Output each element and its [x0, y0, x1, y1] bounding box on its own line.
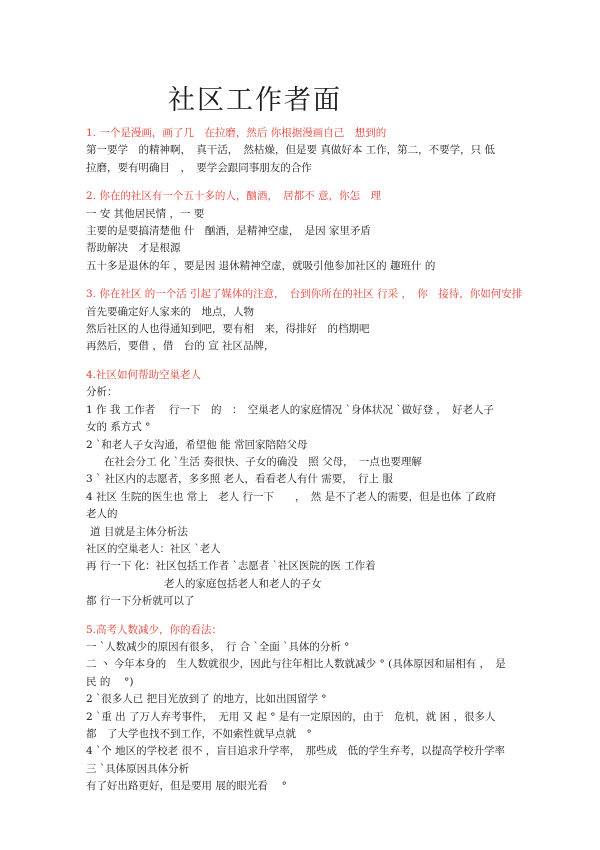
paragraph-line: 拉磨，要有明确目 ， 要学会跟同事朋友的合作	[86, 161, 312, 174]
paragraph-line: 一 安 其他居民情 ，一 要	[86, 207, 205, 220]
paragraph-line: 有了好出路更好，但是要用 展的眼光看 °	[86, 780, 287, 793]
section-5	[86, 622, 526, 796]
section-1	[86, 125, 526, 177]
paragraph-line: 然后社区的人也得通知到吧，要有相 来，得排好 的档期吧	[86, 323, 370, 336]
paragraph-line: 分析：	[86, 386, 118, 399]
paragraph-line: 道 目就是主体分析法	[90, 525, 188, 538]
paragraph-line: 五十多是退休的年 ，要是因 退休精神空虚，就吸引他参加社区的 趣班什 的	[86, 259, 436, 272]
paragraph-line: 首先要确定好人家来的 地点，人物	[86, 305, 254, 318]
paragraph-line: 4 `个 地区的学校老 很不 ，盲目追求升学率， 那些成 低的学生弃考，以提高学校升学率	[86, 745, 506, 758]
paragraph-line: 都 行一下分析就可以了	[86, 595, 195, 608]
paragraph-line: 老人的家庭包括老人和老人的子女	[164, 577, 322, 590]
section-4-heading: 4.社区如何帮助空巢老人	[86, 368, 202, 381]
document-body	[86, 125, 526, 807]
paragraph-line: 在社会分工 化 `生活 奏很快、子女的确没 照 父母， 一点也要理解	[104, 455, 422, 468]
paragraph-line: 都 了大学也找不到工作，不如索性就早点就 °	[86, 728, 312, 740]
paragraph-line: 主要的是要搞清楚他 什 酗酒，是精神空虚， 是因 家里矛盾	[86, 225, 371, 238]
section-4	[86, 367, 526, 611]
paragraph-line: 2 `很多人已 把目光放到了 的地方，比如出国留学 °	[86, 693, 327, 706]
paragraph-line: 女的 系方式 °	[86, 421, 151, 434]
paragraph-line: 再然后，要借 ，借 台的 宣 社区品牌，	[86, 340, 275, 353]
paragraph-line: 三 `具体原因具体分析	[86, 762, 190, 775]
section-2-heading: 2. 你在的社区有一个五十多的人，酗酒， 居都不 意，你怎 理	[86, 190, 381, 203]
paragraph-line: 二 丶 今年本身的 生人数就很少，因此与往年相比人数就减少 ° (具体原因和届相有 ， 是	[86, 658, 506, 671]
section-2	[86, 188, 526, 275]
document-title: 社区工作者面	[168, 85, 342, 116]
paragraph-line: 3 ` 社区内的志愿者，多多照 老人，看看老人有什 需要， 行上 服	[86, 473, 393, 486]
section-1-heading: 1. 一个是漫画，画了几 在拉磨，然后 你根据漫画自己 想到的	[86, 127, 387, 139]
paragraph-line: 一 `人数减少的原因有很多， 行 合 `全面 `具体的分析 °	[86, 640, 350, 653]
paragraph-line: 4 社区 生院的医生也 常上 老人 行一下 ， 然 是不了老人的需要，但是也体 了政府	[86, 490, 496, 503]
paragraph-line: 1 作 我 工作者 行一下 的 ： 空巢老人的家庭情况 `身体状况 `做好登 ， 好老人子	[86, 403, 495, 416]
paragraph-line: 社区的空巢老人：社区 `老人	[86, 542, 221, 555]
paragraph-line: 再 行一下 化：社区包括工作者 `志愿者 `社区医院的医 工作着	[86, 560, 376, 573]
section-5-heading: 5.高考人数减少，你的看法：	[86, 623, 223, 636]
paragraph-line: 2 `和老人子女沟通，希望他 能 常回家陪陪父母	[86, 438, 308, 451]
paragraph-line: 老人的	[86, 508, 118, 521]
paragraph-line: 帮助解决 才是根源	[86, 242, 181, 255]
section-3-heading: 3. 你在社区 的一个活 引起了媒体的注意， 台到你所在的社区 行采 ， 你 接待，你如何安排	[86, 288, 523, 301]
paragraph-line: 2 `重 出 了万人弃考事件， 无用 又 起 ° 是有一定原因的，由于 危机，就 困 ，很多人	[86, 710, 496, 723]
paragraph-line: 民 的 °)	[86, 675, 134, 688]
paragraph-line: 第一要学 的精神啊， 真干活， 然枯燥，但是要 真做好本 工作，第二，不要学，只 低	[86, 144, 496, 157]
section-3	[86, 286, 526, 356]
